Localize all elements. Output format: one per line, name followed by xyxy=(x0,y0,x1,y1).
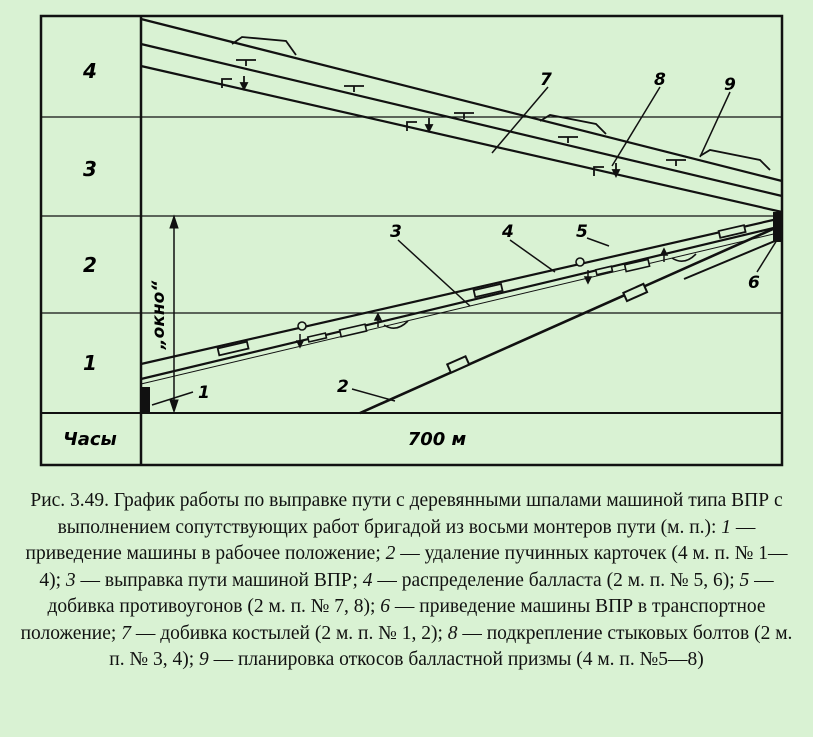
callout-8: 8 xyxy=(654,70,666,90)
row-label-1: 1 xyxy=(83,351,97,375)
row-label-2: 2 xyxy=(83,253,97,277)
work-2-line xyxy=(360,225,782,413)
callout-7: 7 xyxy=(540,70,552,90)
callout-9: 9 xyxy=(724,75,736,95)
callout-3: 3 xyxy=(390,222,402,242)
callout-6: 6 xyxy=(748,273,760,293)
row-label-4: 4 xyxy=(83,59,97,83)
caption-item-7-num: 7 xyxy=(121,622,131,644)
caption-item-6-num: 6 xyxy=(380,596,391,617)
caption-item-8-text: — подкрепление стыковых болтов (2 м. п. № 3, 4); xyxy=(109,622,793,670)
window-arrow xyxy=(170,216,178,412)
caption-item-4-text: — распределение балласта (2 м. п. № 5, 6); xyxy=(372,569,740,591)
caption-item-8-num: 8 xyxy=(447,622,458,644)
callout-4: 4 xyxy=(502,222,514,242)
caption-item-1-num: 1 xyxy=(721,516,732,538)
caption-item-5-num: 5 xyxy=(739,569,750,591)
caption-item-7-text: — добивка костылей (2 м. п. № 1, 2); xyxy=(130,622,448,644)
caption-item-9-text: — планировка откосов балластной призмы (4 м. п. №5—8) xyxy=(208,649,704,670)
caption-item-3-text: — выправка пути машиной ВПР; xyxy=(75,569,363,591)
caption-item-4-num: 4 xyxy=(362,569,373,591)
work-9-marks xyxy=(232,37,770,170)
callout-5: 5 xyxy=(576,222,588,242)
caption-item-9-num: 9 xyxy=(198,649,209,670)
work-8-marks xyxy=(236,60,686,166)
upper-lines xyxy=(141,19,782,212)
window-label: „окно“ xyxy=(149,280,169,350)
caption-intro: Рис. 3.49. График работы по выправке пути с деревянными шпалами машиной типа ВПР с выполнением сопутствующих работ бригадой из восьми монтеров пути (м. п.): xyxy=(30,490,783,538)
caption-item-2-num: 2 xyxy=(385,543,396,564)
callout-1: 1 xyxy=(198,383,210,403)
caption-item-3-num: 3 xyxy=(65,569,76,591)
work-1-block xyxy=(142,387,150,413)
grid xyxy=(41,16,782,465)
work-6-line xyxy=(684,238,782,279)
row-label-3: 3 xyxy=(83,157,97,181)
caption-item-2-text: — удаление пучинных карточек (4 м. п. № 1—4); xyxy=(39,543,788,591)
caption-item-5-text: — добивка противоугонов (2 м. п. № 7, 8); xyxy=(47,569,774,617)
caption-item-6-text: — приведение машины ВПР в транспортное положение; xyxy=(20,596,766,644)
hours-label: Часы xyxy=(63,429,117,450)
distance-label: 700 м xyxy=(407,429,467,450)
callout-2: 2 xyxy=(337,377,349,397)
caption-item-1-text: — приведение машины в рабочее положение; xyxy=(25,516,756,564)
figure-caption xyxy=(20,488,793,674)
